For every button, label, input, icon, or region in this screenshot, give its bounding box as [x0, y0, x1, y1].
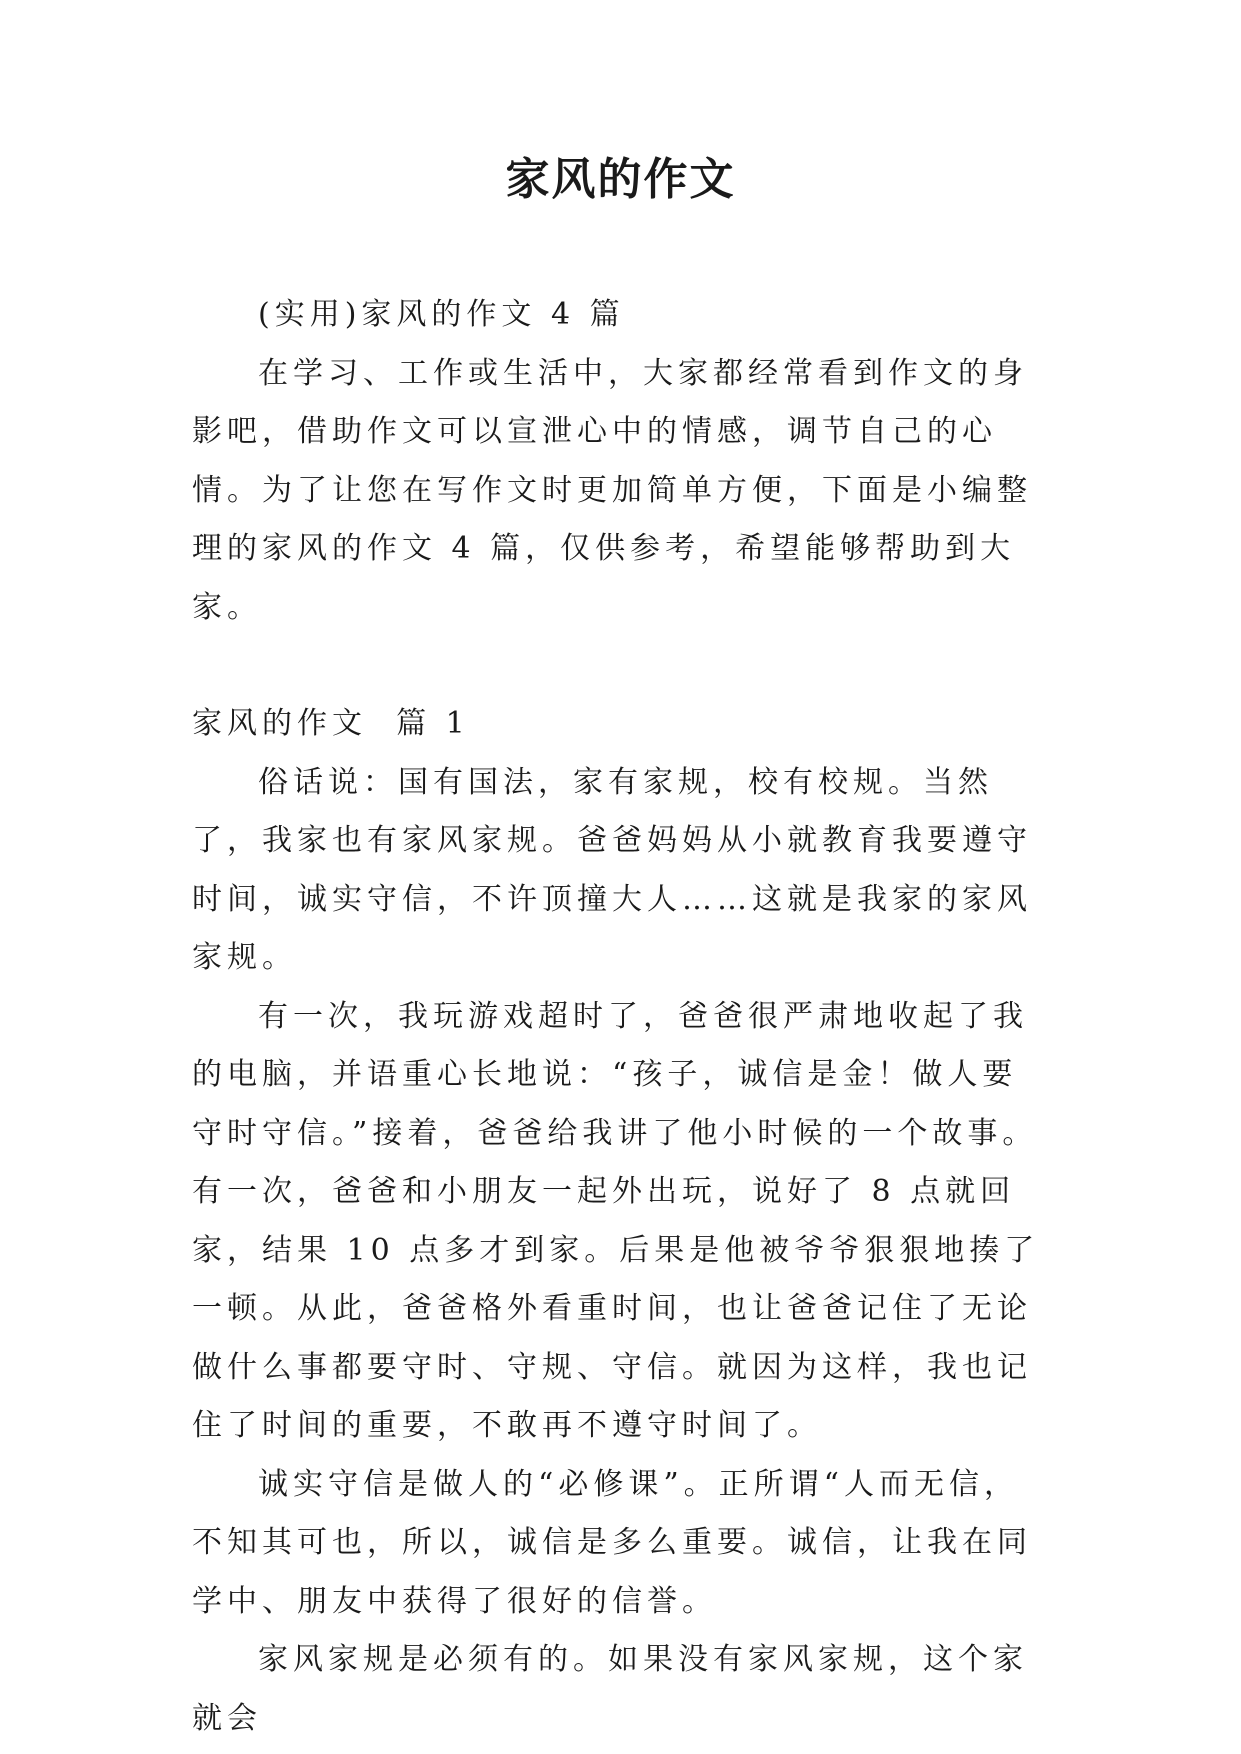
body-paragraph: 有一次，我玩游戏超时了，爸爸很严肃地收起了我的电脑，并语重心长地说：“孩子，诚信是金！做人要守时守信。”接着，爸爸给我讲了他小时候的一个故事。有一次，爸爸和小朋友一起外出玩，说好了 8 点就回家，结果 10 点多才到家。后果是他被爷爷狠狠地揍了一顿。从此，爸爸格外看重时间，也让爸爸记住了无论做什么事都要守时、守规、守信。就因为这样，我也记住了时间的重要，不敢再不遵守时间了。: [192, 998, 1040, 1443]
body-paragraph: 诚实守信是做人的“必修课”。正所谓“人而无信，不知其可也，所以，诚信是多么重要。诚信，让我在同学中、朋友中获得了很好的信誉。: [192, 1466, 1032, 1619]
document-subtitle: (实用)家风的作文 4 篇: [258, 297, 625, 332]
section-heading: 家风的作文 篇 1: [192, 706, 470, 741]
body-paragraph: 俗话说：国有国法，家有家规，校有校规。当然了，我家也有家风家规。爸爸妈妈从小就教育我要遵守时间，诚实守信，不许顶撞大人……这就是我家的家风家规。: [192, 764, 1032, 975]
document-title: 家风的作文: [505, 154, 736, 205]
document-body: [192, 286, 1052, 1748]
body-paragraph: 家风家规是必须有的。如果没有家风家规，这个家就会: [192, 1642, 1028, 1736]
intro-paragraph: 在学习、工作或生活中，大家都经常看到作文的身影吧，借助作文可以宣泄心中的情感，调节自己的心情。为了让您在写作文时更加简单方便，下面是小编整理的家风的作文 4 篇，仅供参考，希望能够帮助到大家。: [192, 355, 1032, 625]
section-spacer: [192, 637, 1052, 695]
